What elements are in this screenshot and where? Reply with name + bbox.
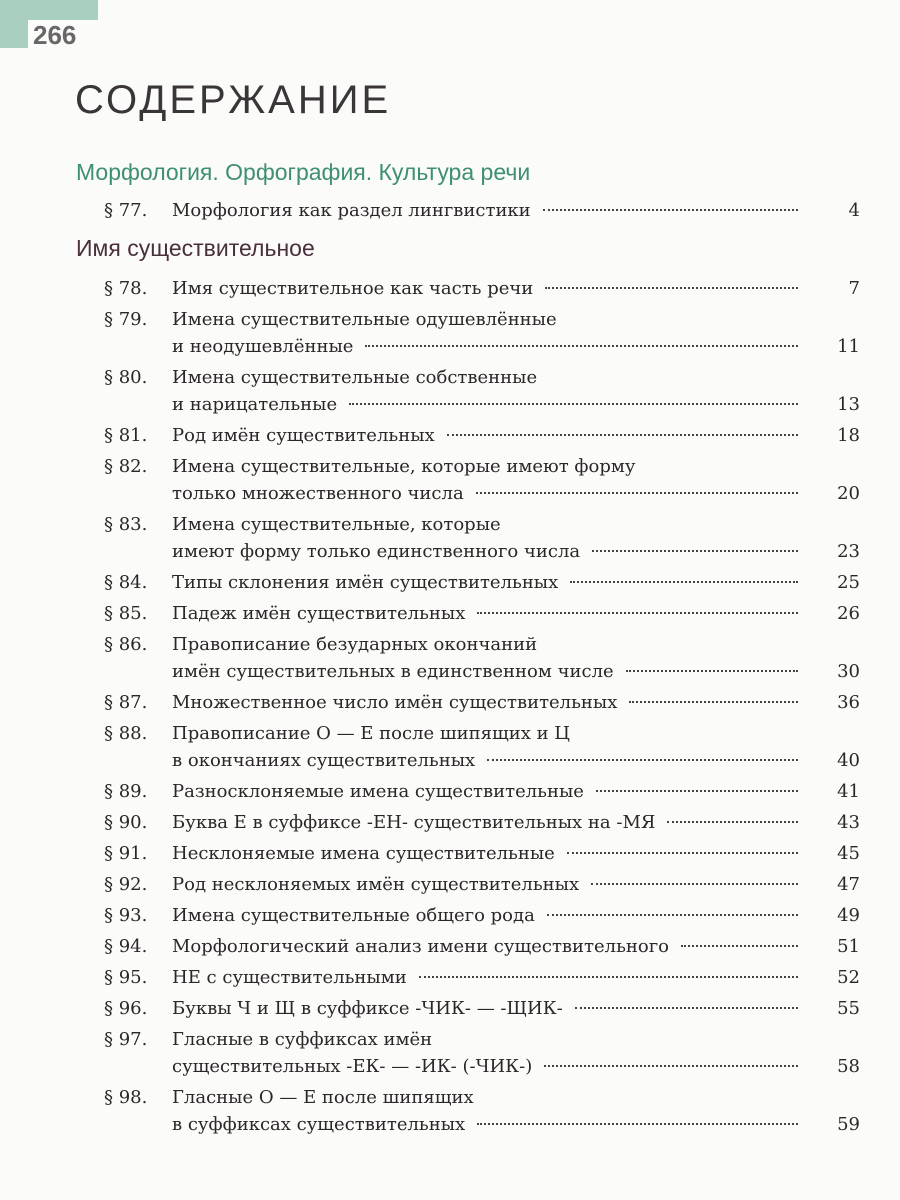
- entry-body: [172, 511, 860, 565]
- section-number: § 93.: [104, 905, 148, 926]
- entry-line: [172, 964, 860, 991]
- page-tab-decoration: [0, 20, 28, 48]
- toc-entry[interactable]: [104, 1082, 860, 1140]
- toc-entry[interactable]: [104, 629, 860, 687]
- entry-title: Гласные О — Е после шипящих: [172, 1087, 474, 1108]
- dot-leader: [419, 976, 798, 978]
- section-number: § 96.: [104, 998, 148, 1019]
- entry-title: Морфологический анализ имени существительного: [172, 936, 669, 957]
- entry-body: [172, 306, 860, 360]
- dot-leader: [596, 790, 798, 792]
- toc-entry[interactable]: [104, 718, 860, 776]
- entry-line: [172, 747, 860, 774]
- toc-list: [104, 195, 860, 226]
- entry-title: Множественное число имён существительных: [172, 692, 618, 713]
- dot-leader: [567, 852, 798, 854]
- entry-line: [172, 391, 860, 418]
- entry-title: только множественного числа: [172, 483, 464, 504]
- page-ref: 47: [837, 874, 860, 895]
- dot-leader: [545, 287, 798, 289]
- section-number: § 78.: [104, 278, 148, 299]
- page-ref: 13: [837, 394, 860, 415]
- toc-entry[interactable]: [104, 195, 860, 226]
- dot-leader: [543, 209, 798, 211]
- dot-leader: [477, 1123, 798, 1125]
- section-number: § 84.: [104, 572, 148, 593]
- page-ref: 4: [848, 200, 860, 221]
- section-number: § 77.: [104, 200, 148, 221]
- entry-title: Типы склонения имён существительных: [172, 572, 559, 593]
- dot-leader: [544, 1065, 798, 1067]
- page-ref: 36: [837, 692, 860, 713]
- toc-entry[interactable]: [104, 931, 860, 962]
- entry-title: Имена существительные общего рода: [172, 905, 535, 926]
- page-ref: 18: [837, 425, 860, 446]
- toc-entry[interactable]: [104, 509, 860, 567]
- entry-line: [172, 689, 860, 716]
- toc-entry[interactable]: [104, 807, 860, 838]
- entry-line: [172, 871, 860, 898]
- section-heading-noun: Имя существительное: [76, 235, 315, 261]
- entry-title: существительных -ЕК- — -ИК- (-ЧИК-): [172, 1056, 533, 1077]
- entry-body: [172, 871, 860, 898]
- page-ref: 7: [848, 278, 860, 299]
- entry-body: [172, 809, 860, 836]
- toc-entry[interactable]: [104, 567, 860, 598]
- entry-line: [172, 933, 860, 960]
- dot-leader: [592, 550, 798, 552]
- section-number: § 87.: [104, 692, 148, 713]
- page-tab-decoration: [0, 0, 98, 20]
- section-heading-morphology: Морфология. Орфография. Культура речи: [76, 159, 531, 185]
- entry-body: [172, 964, 860, 991]
- entry-line: [172, 364, 860, 391]
- dot-leader: [575, 1007, 798, 1009]
- entry-title: Имена существительные собственные: [172, 367, 538, 388]
- entry-body: [172, 902, 860, 929]
- entry-body: [172, 631, 860, 685]
- page-ref: 20: [837, 483, 860, 504]
- toc-entry[interactable]: [104, 1024, 860, 1082]
- section-number: § 86.: [104, 634, 148, 655]
- entry-line: [172, 631, 860, 658]
- dot-leader: [476, 492, 798, 494]
- entry-body: [172, 453, 860, 507]
- entry-title: и неодушевлённые: [172, 336, 354, 357]
- entry-title: Гласные в суффиксах имён: [172, 1029, 433, 1050]
- page-number: 266: [33, 20, 77, 50]
- entry-title: Правописание О — Е после шипящих и Ц: [172, 723, 570, 744]
- section-number: § 79.: [104, 309, 148, 330]
- entry-line: [172, 538, 860, 565]
- entry-title: Буквы Ч и Щ в суффиксе -ЧИК- — -ЩИК-: [172, 998, 563, 1019]
- entry-title: НЕ с существительными: [172, 967, 407, 988]
- toc-entry[interactable]: [104, 776, 860, 807]
- entry-line: [172, 995, 860, 1022]
- entry-line: [172, 600, 860, 627]
- dot-leader: [447, 434, 798, 436]
- dot-leader: [477, 612, 798, 614]
- entry-line: [172, 658, 860, 685]
- entry-title: и нарицательные: [172, 394, 338, 415]
- entry-title: Род имён существительных: [172, 425, 435, 446]
- page-title: СОДЕРЖАНИЕ: [75, 78, 392, 122]
- toc-entry[interactable]: [104, 900, 860, 931]
- dot-leader: [570, 581, 798, 583]
- page-ref: 52: [837, 967, 860, 988]
- entry-line: [172, 511, 860, 538]
- section-number: § 82.: [104, 456, 148, 477]
- entry-title: Падеж имён существительных: [172, 603, 466, 624]
- page-ref: 49: [837, 905, 860, 926]
- section-number: § 80.: [104, 367, 148, 388]
- section-number: § 97.: [104, 1029, 148, 1050]
- entry-line: [172, 422, 860, 449]
- entry-line: [172, 809, 860, 836]
- toc-entry[interactable]: [104, 993, 860, 1024]
- entry-title: Имена существительные, которые: [172, 514, 501, 535]
- entry-body: [172, 569, 860, 596]
- toc-entry[interactable]: [104, 838, 860, 869]
- toc-entry[interactable]: [104, 362, 860, 420]
- page-ref: 45: [837, 843, 860, 864]
- entry-title: Имена существительные, которые имеют форму: [172, 456, 636, 477]
- dot-leader: [349, 403, 798, 405]
- dot-leader: [629, 701, 798, 703]
- dot-leader: [547, 914, 798, 916]
- entry-line: [172, 840, 860, 867]
- section-number: § 94.: [104, 936, 148, 957]
- entry-body: [172, 778, 860, 805]
- dot-leader: [591, 883, 798, 885]
- section-number: § 92.: [104, 874, 148, 895]
- page-ref: 40: [837, 750, 860, 771]
- entry-line: [172, 1026, 860, 1053]
- page-ref: 25: [837, 572, 860, 593]
- entry-title: в окончаниях существительных: [172, 750, 476, 771]
- toc-entry[interactable]: [104, 962, 860, 993]
- page-ref: 26: [837, 603, 860, 624]
- toc-entry[interactable]: [104, 869, 860, 900]
- entry-title: Несклоняемые имена существительные: [172, 843, 555, 864]
- entry-title: Имя существительное как часть речи: [172, 278, 534, 299]
- page-ref: 58: [837, 1056, 860, 1077]
- section-number: § 83.: [104, 514, 148, 535]
- section-number: § 95.: [104, 967, 148, 988]
- dot-leader: [487, 759, 798, 761]
- toc-entry[interactable]: [104, 687, 860, 718]
- entry-body: [172, 600, 860, 627]
- page-ref: 59: [837, 1114, 860, 1135]
- entry-line: [172, 275, 860, 302]
- entry-body: [172, 995, 860, 1022]
- section-number: § 98.: [104, 1087, 148, 1108]
- page-ref: 23: [837, 541, 860, 562]
- page-ref: 51: [837, 936, 860, 957]
- entry-line: [172, 333, 860, 360]
- entry-body: [172, 720, 860, 774]
- section-number: § 90.: [104, 812, 148, 833]
- entry-line: [172, 197, 860, 224]
- entry-line: [172, 569, 860, 596]
- dot-leader: [626, 670, 798, 672]
- entry-line: [172, 453, 860, 480]
- toc-entry[interactable]: [104, 304, 860, 362]
- entry-title: Морфология как раздел лингвистики: [172, 200, 531, 221]
- page-ref: 55: [837, 998, 860, 1019]
- section-number: § 89.: [104, 781, 148, 802]
- entry-title: имён существительных в единственном числе: [172, 661, 614, 682]
- toc-entry[interactable]: [104, 420, 860, 451]
- dot-leader: [667, 821, 798, 823]
- entry-title: в суффиксах существительных: [172, 1114, 466, 1135]
- toc-entry[interactable]: [104, 451, 860, 509]
- entry-title: Буква Е в суффиксе -ЕН- существительных на -МЯ: [172, 812, 656, 833]
- entry-line: [172, 1053, 860, 1080]
- entry-line: [172, 720, 860, 747]
- entry-line: [172, 306, 860, 333]
- entry-body: [172, 689, 860, 716]
- entry-title: Правописание безударных окончаний: [172, 634, 538, 655]
- page-ref: 41: [837, 781, 860, 802]
- page-ref: 43: [837, 812, 860, 833]
- entry-body: [172, 1084, 860, 1138]
- entry-line: [172, 1111, 860, 1138]
- entry-title: Имена существительные одушевлённые: [172, 309, 557, 330]
- dot-leader: [681, 945, 798, 947]
- entry-line: [172, 902, 860, 929]
- toc-list: [104, 273, 860, 1140]
- entry-body: [172, 840, 860, 867]
- section-number: § 85.: [104, 603, 148, 624]
- entry-title: Род несклоняемых имён существительных: [172, 874, 580, 895]
- entry-body: [172, 197, 860, 224]
- entry-line: [172, 778, 860, 805]
- entry-title: имеют форму только единственного числа: [172, 541, 581, 562]
- entry-title: Разносклоняемые имена существительные: [172, 781, 584, 802]
- entry-body: [172, 1026, 860, 1080]
- toc-entry[interactable]: [104, 598, 860, 629]
- section-number: § 88.: [104, 723, 148, 744]
- entry-body: [172, 275, 860, 302]
- entry-body: [172, 933, 860, 960]
- section-number: § 81.: [104, 425, 148, 446]
- entry-line: [172, 1084, 860, 1111]
- toc-entry[interactable]: [104, 273, 860, 304]
- page-ref: 11: [837, 336, 860, 357]
- page-ref: 30: [837, 661, 860, 682]
- entry-body: [172, 364, 860, 418]
- entry-line: [172, 480, 860, 507]
- section-number: § 91.: [104, 843, 148, 864]
- dot-leader: [365, 345, 798, 347]
- entry-body: [172, 422, 860, 449]
